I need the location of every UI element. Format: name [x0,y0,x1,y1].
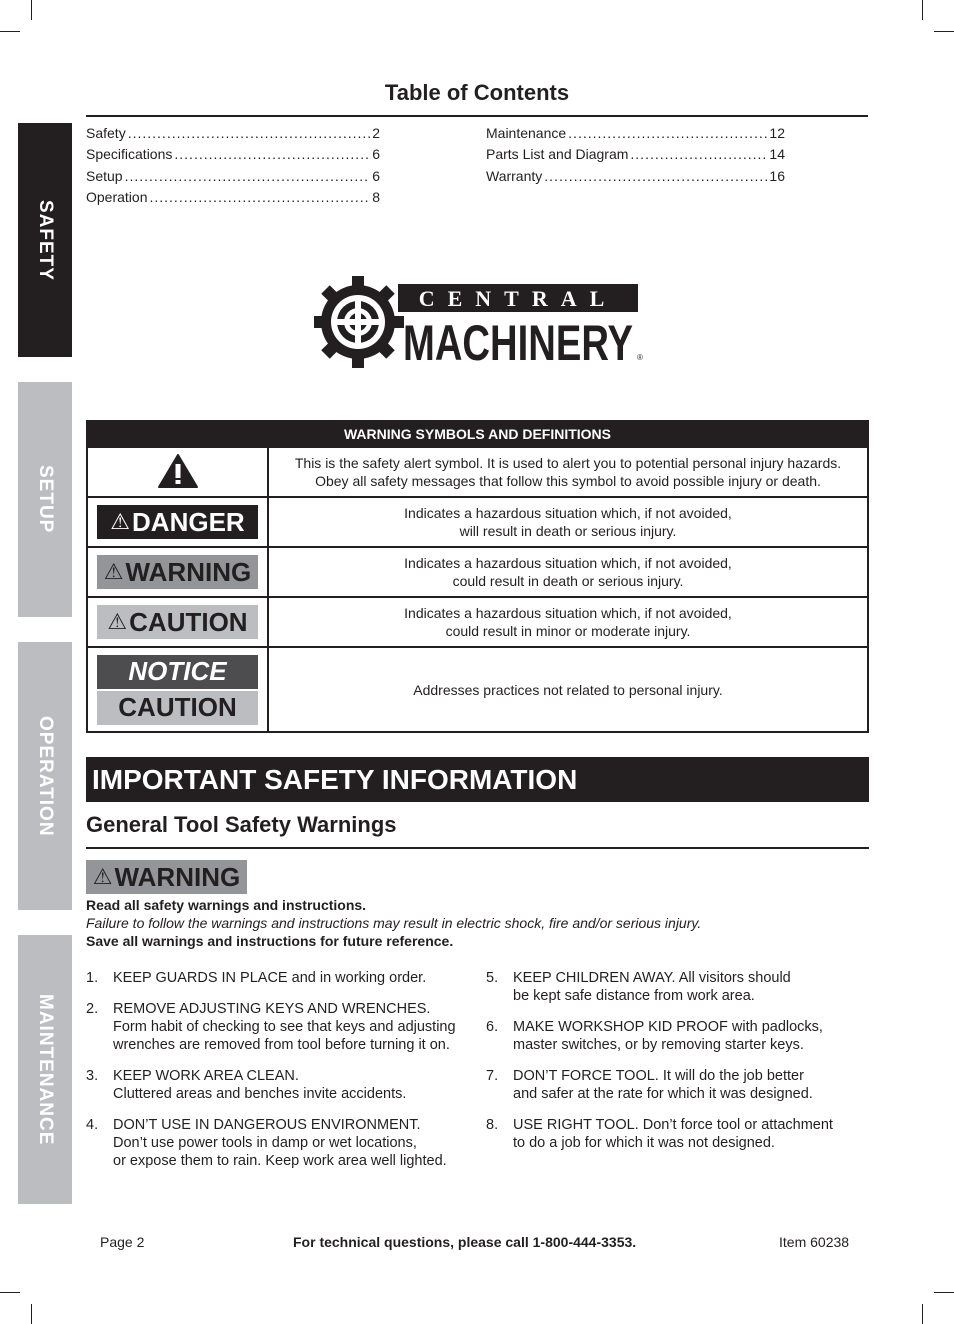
symbol-cell [87,547,268,597]
list-item [486,969,866,1005]
list-item [86,1067,476,1103]
intro-text [86,896,701,950]
tab-operation[interactable] [18,642,72,910]
toc-entry-label: Operation [86,189,148,206]
definition-cell [268,597,868,647]
tab-label: SETUP [35,465,56,534]
toc-entry[interactable] [86,122,380,144]
signal-word-label: WARNING [114,861,241,892]
intro-line: Failure to follow the warnings and instructions may result in electric shock, fire and/or serious injury. [86,915,702,931]
caution-signal-word [97,605,258,639]
toc-right-column [486,122,785,187]
item-number: 8. [486,1117,499,1133]
toc-entry[interactable] [486,122,785,144]
definition-line: Indicates a hazardous situation which, if not avoided, [404,505,732,521]
table-row [87,597,868,647]
toc-entry-label: Parts List and Diagram [486,146,629,163]
item-text: USE RIGHT TOOL. Don’t force tool or attachment to do a job for which it was not designed. [513,1117,833,1151]
item-text: REMOVE ADJUSTING KEYS AND WRENCHES. Form habit of checking to see that keys and adjusting wrenches are removed from tool before turning it on. [113,1001,456,1053]
toc-entry-label: Warranty [486,167,543,184]
symbol-cell [87,447,268,497]
definition-cell [268,497,868,547]
symbol-cell [87,647,268,732]
leader-dots [149,189,370,205]
list-item [86,1116,476,1170]
table-row [87,647,868,732]
rules-left-column [86,969,476,1183]
gear-icon [314,276,404,368]
definition-line: could result in death or serious injury. [452,573,684,589]
toc-entry[interactable] [86,187,380,209]
signal-word-label: CAUTION [129,606,248,637]
tab-label: MAINTENANCE [35,993,56,1146]
list-item [486,1116,866,1152]
item-text: KEEP WORK AREA CLEAN. Cluttered areas and benches invite accidents. [113,1068,407,1102]
intro-line: Save all warnings and instructions for future reference. [86,933,454,949]
danger-signal-word [97,505,258,539]
definition-line: could result in minor or moderate injury. [445,623,691,639]
notice-signal-word: NOTICE [97,655,258,689]
alert-triangle-icon: ⚠ [110,509,131,534]
symbol-cell [87,597,268,647]
definition-line: Indicates a hazardous situation which, if not avoided, [404,555,732,571]
alert-triangle-icon: ⚠ [103,559,124,584]
item-number: 1. [86,970,99,986]
crop-mark [934,1292,954,1293]
leader-dots [630,146,767,162]
warning-signal-word [97,555,258,589]
leader-dots [174,146,370,162]
definition-cell [268,547,868,597]
item-number: 5. [486,970,499,986]
list-item [86,969,476,987]
item-text: DON’T FORCE TOOL. It will do the job better and safer at the rate for which it was designed. [513,1068,813,1102]
toc-entry-page: 2 [372,124,380,141]
definition-cell [268,447,868,497]
table-header: WARNING SYMBOLS AND DEFINITIONS [87,421,868,447]
tab-maintenance[interactable] [18,935,72,1204]
table-row [87,497,868,547]
table-row [87,547,868,597]
logo-line2: MACHINERY [403,315,633,368]
registered-mark: ® [637,353,643,362]
item-number: 4. [86,1117,99,1133]
tab-setup[interactable] [18,382,72,617]
signal-word-label: WARNING [125,556,252,587]
tech-support-phone: For technical questions, please call 1-800-444-3353. [293,1234,637,1250]
crop-mark [934,31,954,32]
list-item [486,1067,866,1103]
toc-entry[interactable] [486,144,785,166]
toc-entry-page: 12 [769,124,785,141]
central-machinery-logo [314,276,644,368]
crop-mark [0,1292,20,1293]
toc-entry[interactable] [86,165,380,187]
crop-mark [31,0,32,20]
toc-left-column [86,122,380,208]
toc-entry-page: 6 [372,167,380,184]
definition-line: Indicates a hazardous situation which, if not avoided, [404,605,732,621]
toc-entry[interactable] [486,165,785,187]
tab-label: OPERATION [35,715,56,837]
list-item [86,1000,476,1054]
page-number: Page 2 [100,1234,145,1250]
tab-label: SAFETY [35,199,56,281]
definition-line: Addresses practices not related to personal injury. [413,681,723,698]
divider [86,847,869,849]
definition-line: will result in death or serious injury. [459,523,677,539]
toc-entry-label: Maintenance [486,124,567,141]
section-heading: General Tool Safety Warnings [86,812,397,837]
definition-cell [268,647,868,732]
alert-triangle-icon: ⚠ [92,864,113,889]
toc-entry-label: Specifications [86,146,173,163]
warning-symbols-table [86,420,869,733]
item-number: 7. [486,1068,499,1084]
crop-mark [0,31,20,32]
signal-word-label: DANGER [132,506,245,537]
definition-line: This is the safety alert symbol. It is used to alert you to potential personal injury hazards. [294,455,842,471]
leader-dots [568,125,767,141]
crop-mark [922,1304,923,1324]
toc-entry-page: 16 [769,167,785,184]
leader-dots [128,125,371,141]
toc-title: Table of Contents [384,80,570,105]
item-number: 2. [86,1001,99,1017]
table-row [87,447,868,497]
section-banner: IMPORTANT SAFETY INFORMATION [86,757,869,802]
item-text: MAKE WORKSHOP KID PROOF with padlocks, master switches, or by removing starter keys. [513,1019,823,1053]
rules-right-column [486,969,866,1165]
item-number: Item 60238 [779,1234,850,1250]
definition-line: Obey all safety messages that follow this symbol to avoid possible injury or death. [315,473,821,489]
item-text: KEEP CHILDREN AWAY. All visitors should be kept safe distance from work area. [513,970,791,1004]
item-text: DON’T USE IN DANGEROUS ENVIRONMENT. Don’t use power tools in damp or wet locations, or expose them to rain. Keep work area well lighted. [113,1117,447,1169]
leader-dots [544,168,767,184]
symbol-cell [87,497,268,547]
logo-line1: CENTRAL [418,286,618,311]
crop-mark [922,0,923,20]
intro-line: Read all safety warnings and instructions. [86,897,367,913]
list-item [486,1018,866,1054]
tab-safety[interactable] [18,123,72,357]
item-number: 3. [86,1068,99,1084]
toc-entry-page: 14 [769,146,785,163]
leader-dots [125,168,371,184]
toc-entry-page: 8 [372,189,380,206]
warning-signal-word [86,860,247,894]
item-number: 6. [486,1019,499,1035]
toc-entry-page: 6 [372,146,380,163]
toc-entry[interactable] [86,144,380,166]
toc-entry-label: Safety [86,124,126,141]
toc-entry-label: Setup [86,167,123,184]
safety-alert-icon [157,453,199,489]
caution-signal-word: CAUTION [97,691,258,725]
divider [86,115,868,117]
alert-triangle-icon: ⚠ [107,609,128,634]
crop-mark [31,1304,32,1324]
item-text: KEEP GUARDS IN PLACE and in working order. [113,970,427,986]
